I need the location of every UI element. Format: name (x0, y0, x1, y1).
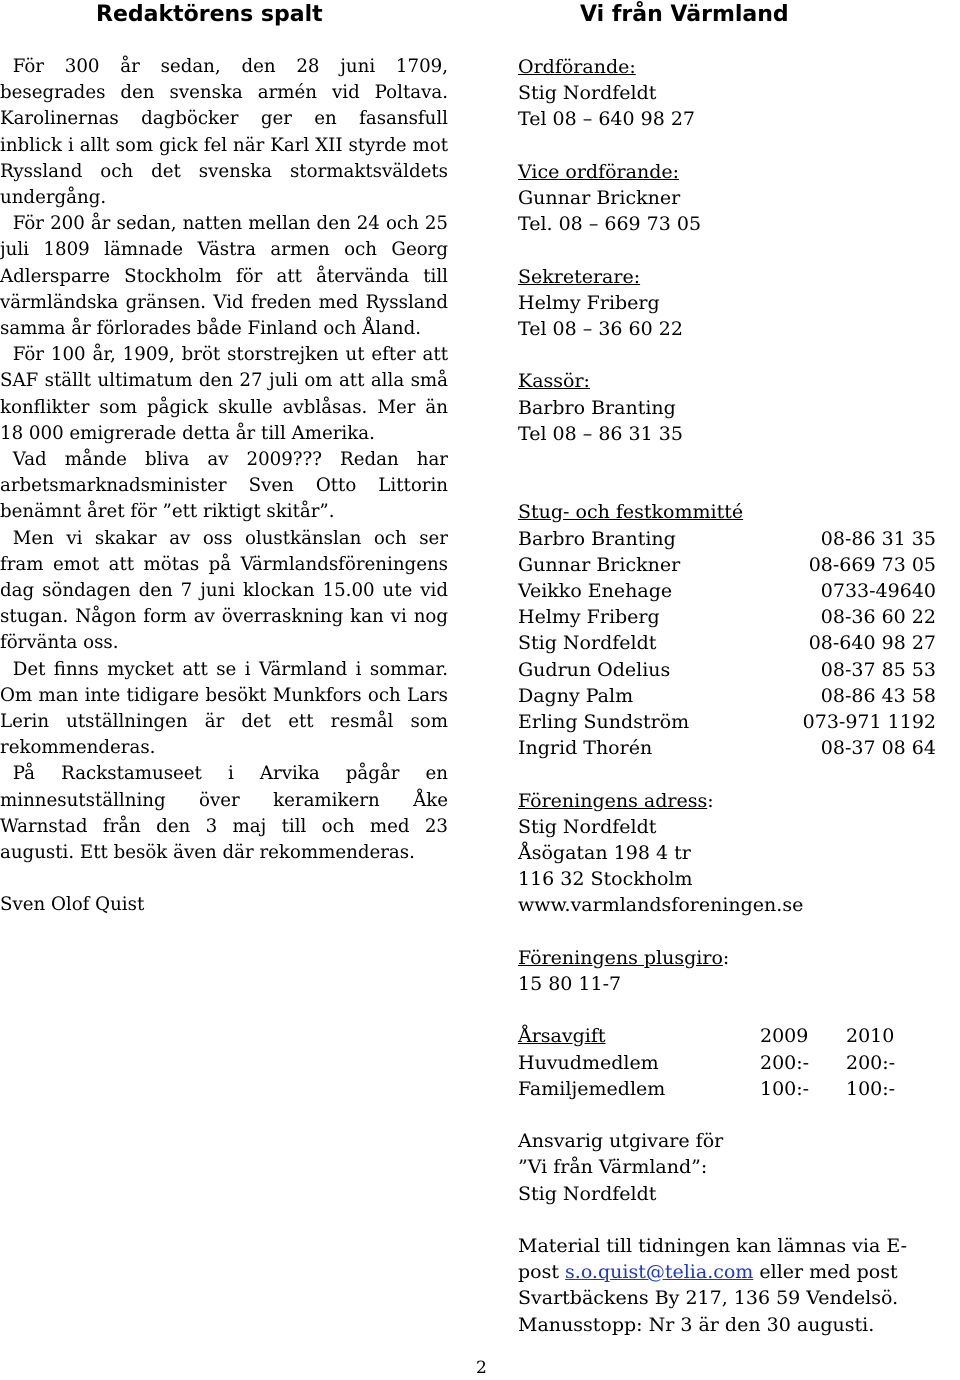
giro-label-colon: : (722, 946, 730, 969)
fees-year-2: 2010 (846, 1025, 895, 1048)
chair-block (518, 54, 960, 133)
address-line: 116 32 Stockholm (518, 868, 693, 891)
giro-label: Föreningens plusgiro (518, 946, 723, 969)
vice-chair-name: Gunnar Brickner (518, 187, 681, 209)
material-block (518, 1233, 960, 1338)
committee-row (518, 604, 960, 630)
fees-row (518, 1050, 960, 1076)
editor-column (0, 0, 448, 919)
vice-chair-phone: Tel. 08 – 669 73 05 (518, 213, 702, 236)
committee-row (518, 526, 960, 552)
committee-row (518, 552, 960, 578)
material-line (518, 1259, 960, 1285)
fee-type: Familjemedlem (518, 1077, 666, 1100)
fee-value-1: 100:- (760, 1077, 810, 1100)
address-heading (518, 788, 960, 814)
fees-block (518, 1023, 960, 1102)
fee-type: Huvudmedlem (518, 1051, 659, 1074)
publisher-line: ”Vi från Värmland”: (518, 1156, 708, 1179)
member-name: Barbro Branting (518, 527, 676, 550)
secretary-block (518, 264, 960, 343)
website-text: www.varmlandsforeningen.se (518, 894, 804, 917)
giro-heading (518, 945, 960, 971)
member-phone: 073-971 1192 (802, 711, 936, 734)
member-phone: 0733-49640 (820, 580, 936, 602)
secretary-name: Helmy Friberg (518, 291, 660, 314)
member-phone: 08-36 60 22 (820, 606, 936, 629)
address-label: Föreningens adress (518, 789, 708, 812)
giro-block (518, 945, 960, 997)
address-label-colon: : (707, 789, 714, 812)
member-phone: 08-86 31 35 (820, 527, 936, 550)
editor-column-title: Redaktörens spalt (96, 2, 323, 27)
treasurer-name: Barbro Branting (518, 396, 676, 419)
member-phone: 08-640 98 27 (808, 632, 936, 655)
treasurer-phone: Tel 08 – 86 31 35 (518, 422, 683, 445)
editorial-paragraph: Men vi skakar av oss olustkänslan och ser fram emot att mötas på Värmlandsföreningens dag söndagen den 7 juni klockan 15.00 ute vid stugan. Någon form av överraskning kan vi nog förvänta oss. (0, 527, 448, 654)
material-prefix: post (518, 1261, 566, 1284)
member-name: Gudrun Odelius (518, 658, 671, 681)
fees-row (518, 1076, 960, 1102)
chair-name: Stig Nordfeldt (518, 82, 657, 105)
publisher-block (518, 1128, 960, 1207)
member-phone: 08-669 73 05 (808, 553, 936, 576)
page-number: 2 (476, 1358, 487, 1378)
editorial-paragraph: Det finns mycket att se i Värmland i sommar. Om man inte tidigare besökt Munkfors och Lars Lerin utställningen är det ett resmål som rekommenderas. (0, 658, 448, 759)
manuscript-deadline: Manusstopp: Nr 3 är den 30 augusti. (518, 1313, 875, 1336)
member-phone: 08-86 43 58 (820, 684, 936, 707)
editorial-paragraph: På Rackstamuseet i Arvika pågår en minnesutställning över keramikern Åke Warnstad från den 3 maj till och med 23 augusti. Ett besök även där rekommenderas. (0, 763, 448, 864)
member-name: Veikko Enehage (518, 580, 673, 602)
email-link[interactable]: s.o.quist@telia.com (565, 1261, 754, 1284)
treasurer-block (518, 368, 960, 447)
fees-label: Årsavgift (518, 1025, 606, 1048)
committee-label: Stug- och festkommitté (518, 501, 744, 524)
member-name: Gunnar Brickner (518, 553, 681, 576)
committee-row (518, 683, 960, 709)
fee-value-2: 200:- (846, 1051, 896, 1074)
publisher-name: Stig Nordfeldt (518, 1182, 657, 1205)
editorial-paragraph: För 300 år sedan, den 28 juni 1709, besegrades den svenska armén vid Poltava. Karolinernas dagböcker ger en fasansfull inblick i allt som gick fel när Karl XII styrde mot Ryssland och det svenska stormaktsväldets undergång. (0, 56, 448, 209)
committee-row (518, 657, 960, 683)
association-column (518, 0, 960, 1338)
treasurer-label: Kassör: (518, 370, 590, 393)
member-name: Helmy Friberg (518, 606, 660, 629)
committee-row (518, 578, 960, 604)
member-name: Erling Sundström (518, 711, 690, 734)
secretary-label: Sekreterare: (518, 265, 641, 288)
address-line: Åsögatan 198 4 tr (518, 842, 691, 865)
member-name: Dagny Palm (518, 684, 634, 707)
vice-chair-block (518, 159, 960, 238)
editorial-signature: Sven Olof Quist (0, 894, 145, 916)
secretary-phone: Tel 08 – 36 60 22 (518, 318, 683, 340)
committee-row (518, 735, 960, 761)
editorial-paragraph: För 100 år, 1909, bröt storstrejken ut efter att SAF ställt ultimatum den 27 juli om att alla små konflikter som pågick skulle avblåsas. Mer än 18 000 emigrerade detta år till Amerika. (0, 344, 448, 444)
fee-value-2: 100:- (846, 1077, 896, 1100)
chair-phone: Tel 08 – 640 98 27 (518, 108, 696, 131)
editorial-text (0, 54, 448, 919)
member-name: Ingrid Thorén (518, 737, 653, 760)
editorial-paragraph: Vad månde bliva av 2009??? Redan har arbetsmarknadsminister Sven Otto Littorin benämnt året för ”ett riktigt skitår”. (0, 449, 448, 523)
material-line: Svartbäckens By 217, 136 59 Vendelsö. (518, 1287, 899, 1310)
chair-label: Ordförande: (518, 56, 636, 78)
material-suffix: eller med post (753, 1261, 898, 1284)
member-phone: 08-37 85 53 (820, 658, 936, 681)
fee-value-1: 200:- (760, 1051, 810, 1074)
fees-header (518, 1023, 960, 1049)
association-column-title: Vi från Värmland (580, 2, 789, 27)
vice-chair-label: Vice ordförande: (518, 160, 679, 183)
giro-number: 15 80 11-7 (518, 973, 622, 996)
editorial-paragraph: För 200 år sedan, natten mellan den 24 och 25 juli 1809 lämnade Västra armen och Georg Adlersparre Stockholm för att återvända till värmländska gränsen. Vid freden med Ryssland samma år förlorades både Finland och Åland. (0, 213, 448, 340)
member-phone: 08-37 08 64 (820, 737, 936, 760)
committee-block (518, 499, 960, 761)
committee-row (518, 709, 960, 735)
committee-row (518, 630, 960, 656)
publisher-line: Ansvarig utgivare för (518, 1130, 724, 1153)
fees-year-1: 2009 (760, 1025, 809, 1048)
material-line: Material till tidningen kan lämnas via E- (518, 1235, 907, 1257)
address-block (518, 788, 960, 919)
address-line: Stig Nordfeldt (518, 815, 657, 838)
member-name: Stig Nordfeldt (518, 632, 657, 655)
